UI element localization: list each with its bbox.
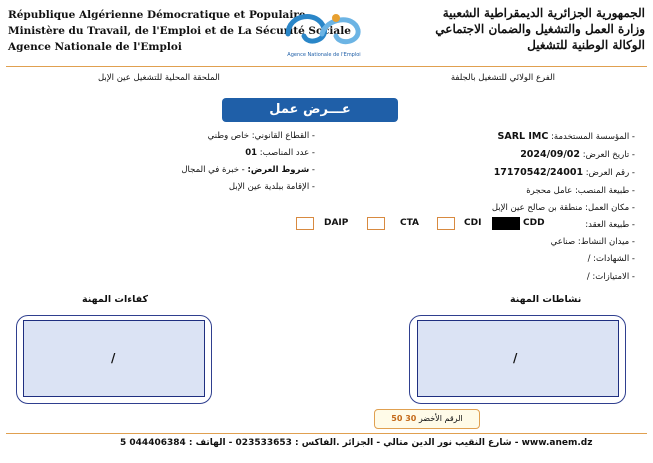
field-position: - طبيعة المنصب: عامل محجرة (526, 185, 635, 196)
header-ar-line3: الوكالة الوطنية للتشغيل (527, 38, 645, 52)
label-cdd: CDD (523, 218, 545, 228)
field-activity: - ميدان النشاط: صناعي (550, 237, 635, 248)
header-arabic (435, 5, 645, 53)
header-fr-line2: Ministère du Travail, de l'Emploi et de La Sécurité Sociale (8, 25, 351, 37)
label-daip: DAIP (324, 218, 349, 228)
header-fr-line3: Agence Nationale de l'Emploi (8, 41, 182, 53)
document-title: عـــرض عمل (222, 98, 398, 122)
logo-caption: Agence Nationale de l'Emploi (287, 52, 361, 58)
checkbox-cdi[interactable] (437, 217, 455, 230)
branch-right: الفرع الولائي للتشغيل بالجلفة (450, 73, 555, 83)
field-contract-type: - طبيعة العقد: (585, 220, 635, 231)
label-cta: CTA (400, 218, 420, 228)
field-residence: - الإقامة ببلدية عين الإبل (228, 182, 315, 192)
field-certificates: - الشهادات: / (587, 254, 635, 265)
green-number-value: 30 50 (391, 414, 417, 423)
footer-divider (6, 433, 647, 434)
field-offer-date: - تاريخ العرض: 2024/09/02 (520, 149, 635, 161)
field-benefits: - الامتيازات: / (586, 271, 635, 282)
checkbox-cdd[interactable] (492, 217, 520, 230)
field-employer: - المؤسسة المستخدمة: SARL IMC (497, 131, 635, 142)
field-positions-count: - عدد المناصب: 01 (245, 148, 315, 158)
field-offer-number: - رقم العرض: 17170542/24001 (493, 167, 635, 179)
branch-left: الملحقة المحلية للتشغيل عين الإبل (98, 73, 220, 83)
checkbox-cta[interactable] (367, 217, 385, 230)
skills-value: / (111, 351, 116, 365)
skills-title: كفاءات المهنة (82, 294, 148, 305)
header-divider (6, 66, 647, 67)
header-ar-line2: وزارة العمل والتشغيل والضمان الاجتماعي (435, 22, 645, 36)
activities-title: نشاطات المهنة (510, 294, 582, 305)
offer-fields (435, 128, 635, 286)
header-ar-line1: الجمهورية الجزائرية الديمقراطية الشعبية (442, 6, 645, 20)
footer-contact: 5 شارع النقيب نور الدين متالي - الجزائر .الفاكس : 023533653 - الهاتف : 044406384 - www.anem.dz (120, 438, 593, 448)
activities-content (417, 320, 619, 397)
activities-value: / (513, 351, 518, 365)
offer-fields-middle (165, 128, 315, 196)
checkbox-daip[interactable] (296, 217, 314, 230)
header-fr-line1: République Algérienne Démocratique et Populaire (8, 9, 306, 21)
label-cdi: CDI (464, 218, 482, 228)
field-workplace: - مكان العمل: منطقة بن صالح عين الإبل (491, 202, 635, 213)
green-number-label: الرقم الأخضر (418, 414, 463, 423)
field-conditions: - شروط العرض: - خبرة في المجال (181, 165, 315, 175)
field-legal-sector: - القطاع القانوني: خاص وطني (207, 131, 315, 141)
green-number-badge (374, 409, 480, 429)
